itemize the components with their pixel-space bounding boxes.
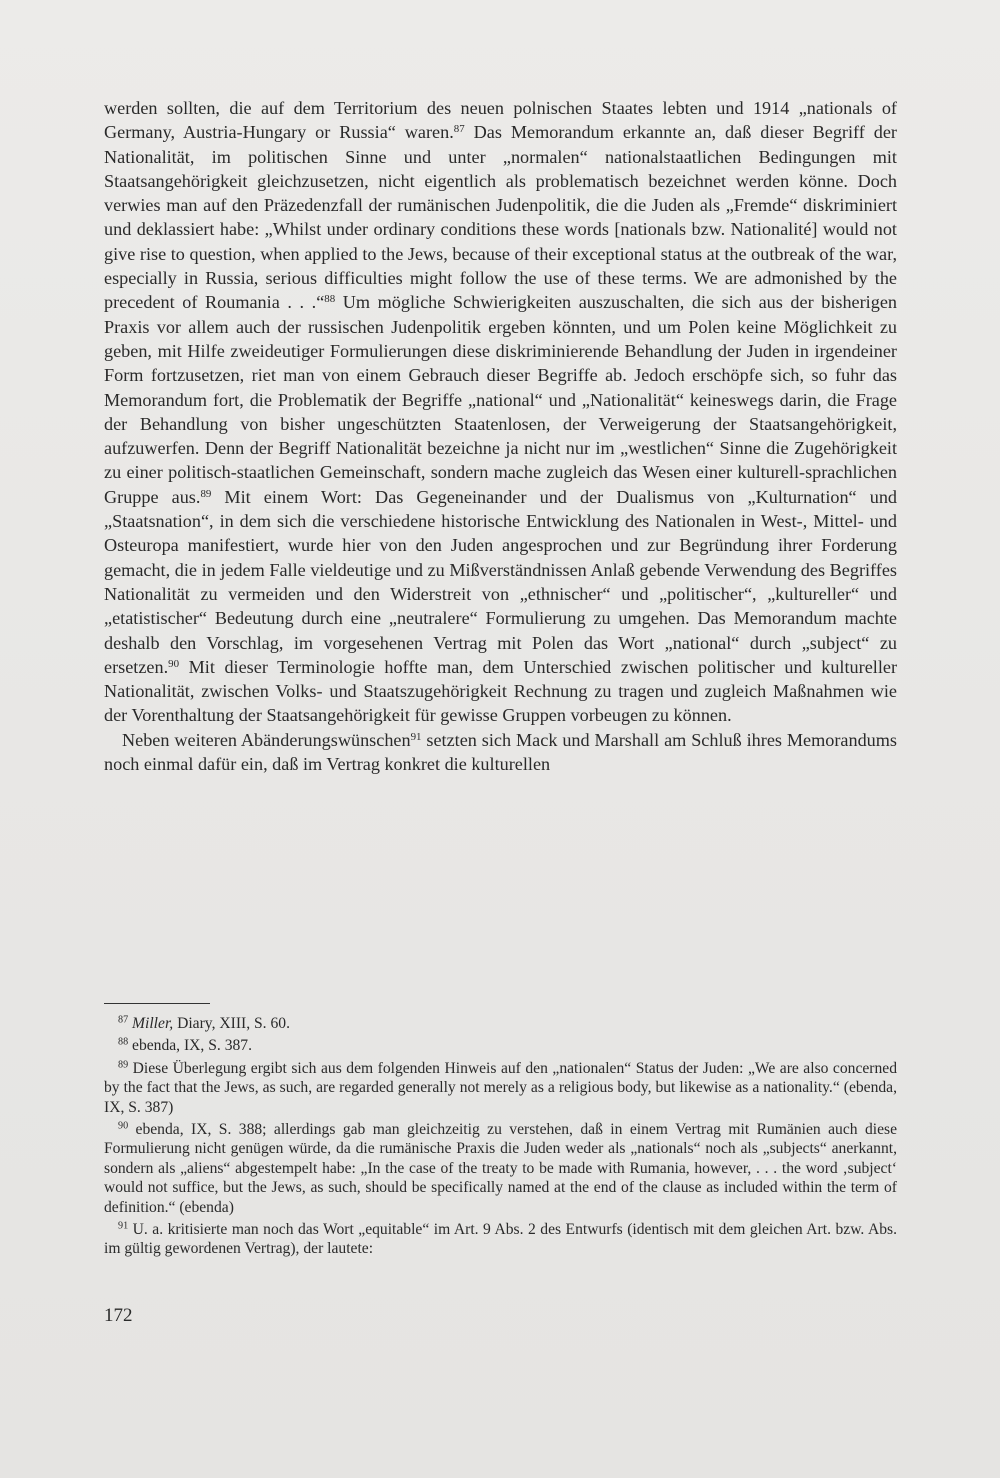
footnote-reference: 89 (200, 487, 212, 500)
text-run: Mit einem Wort: Das Gegeneinander und der Dualismus von „Kulturnation“ und „Staatsnation“, in dem sich die verschiedene historische Entwicklung des Nationalen in West-, Mittel- und Osteuropa manifestiert, wurde hier von den Juden angesprochen und zur Begründung ihrer Forderung gemacht, die in jedem Falle vieldeutige und zu Mißverständnissen Anlaß gebende Verwendung des Begriffes Nationalität zu vermeiden und den Widerstreit von „ethnischer“ und „politischer“, „kultureller“ und „etatistischer“ Bedeutung durch eine „neutralere“ Formulierung zu umgehen. Das Memorandum machte deshalb den Vorschlag, im vorgesehenen Vertrag mit Polen das Wort „national“ durch „subject“ zu ersetzen. (104, 486, 898, 677)
text-run: Diese Überlegung ergibt sich aus dem folgenden Hinweis auf den „nationalen“ Status der Juden: „We are also concerned by the fact that the Jews, as such, are regarded generally not merely as a religious body, but likewise as a nationality.“ (ebenda, IX, S. 387) (104, 1059, 897, 1116)
paragraph (104, 728, 897, 777)
text-run: Um mögliche Schwierigkeiten auszuschalten, die sich aus der bisherigen Praxis vor allem auch der russischen Judenpolitik ergeben könnten, und um Polen keine Möglichkeit zu geben, mit Hilfe zweideutiger Formulierungen diese diskriminierende Behandlung der Juden in irgendeiner Form fortzusetzen, riet man von einem Gebrauch dieser Begriffe ab. Jedoch erschöpfe sich, so fuhr das Memorandum fort, die Problematik der Begriffe „national“ und „Nationalität“ keineswegs darin, die Frage der Behandlung von bisher ungeschützten Staatenlosen, der Verweigerung der Staatsangehörigkeit, aufzuwerfen. Denn der Begriff Nationalität bezeichne ja nicht nur im „westlichen“ Sinne die Zugehörigkeit zu einer politisch-staatlichen Gemeinschaft, sondern mache zugleich das Wesen einer kulturell-sprachlichen Gruppe aus. (104, 292, 897, 507)
footnote-90 (104, 1120, 897, 1217)
footnote-number: 87 (118, 1014, 129, 1026)
footnote-separator (104, 1003, 210, 1004)
text-run: U. a. kritisierte man noch das Wort „equitable“ im Art. 9 Abs. 2 des Entwurfs (identisch mit dem gleichen Art. bzw. Abs. im gültig gewordenen Vertrag), der lautete: (104, 1221, 897, 1258)
footnote-number: 90 (118, 1120, 129, 1132)
footnote-88 (104, 1036, 897, 1055)
footnotes (104, 1014, 897, 1262)
text-run: Neben weiteren Abänderungswünschen (122, 729, 411, 750)
footnote-91 (104, 1220, 897, 1259)
footnote-number: 91 (118, 1220, 129, 1232)
text-run: Das Memorandum erkannte an, daß dieser Begriff der Nationalität, im politischen Sinne und unter „normalen“ nationalstaatlichen Bedingungen mit Staatsangehörigkeit gleichzusetzen, nicht eigentlich als problematisch bezeichnet werden könne. Doch verwies man auf den Präzedenzfall der rumänischen Judenpolitik, die die Juden als „Fremde“ diskriminiert und deklassiert habe: „Whilst under ordinary conditions these words [nationals bzw. Nationalité] would not give rise to question, when applied to the Jews, because of their exceptional status at the outbreak of the war, especially in Russia, serious difficulties might follow the use of these terms. We are admonished by the precedent of Roumania . . .“ (104, 122, 897, 313)
text-run: Mit dieser Terminologie hoffte man, dem Unterschied zwischen politischer und kultureller Nationalität, zwischen Volks- und Staatszugehörigkeit Rechnung zu tragen und zugleich Maßnahmen wie der Vorenthaltung der Staatsangehörigkeit für gewisse Gruppen vorbeugen zu können. (104, 656, 897, 726)
main-text (104, 96, 897, 776)
footnote-87 (104, 1014, 897, 1033)
text-run: ebenda, IX, S. 388; allerdings gab man gleichzeitig zu verstehen, daß in einem Vertrag mit Rumänien auch diese Formulierung nicht genügen würde, da die rumänische Praxis die Juden weder als „nationals“ noch als „subjects“ anerkannt, sondern als „aliens“ abgestempelt habe: „In the case of the treaty to be made with Rumania, however, . . . the word ‚subject‘ would not suffice, but the Jews, as such, should be specifically named at the end of the clause as included within the term of definition.“ (ebenda) (104, 1121, 897, 1216)
paragraph (104, 96, 897, 728)
text-run: ebenda, IX, S. 387. (132, 1037, 252, 1055)
page-number: 172 (104, 1305, 133, 1326)
footnote-number: 88 (118, 1036, 129, 1048)
text-run: werden sollten, die auf dem Territorium des neuen polnischen Staates lebten und 1914 „nationals of Germany, Austria-Hungary or Russia“ waren. (104, 98, 897, 143)
footnote-reference: 90 (168, 657, 180, 670)
author-name: Miller, (132, 1015, 174, 1032)
text-run: setzten sich Mack und Marshall am Schluß ihres Memorandums noch einmal dafür ein, daß im Vertrag konkret die kulturellen (104, 729, 897, 775)
footnote-number: 89 (118, 1059, 129, 1071)
footnote-89 (104, 1059, 897, 1117)
footnote-reference: 87 (453, 123, 465, 136)
footnote-reference: 91 (410, 730, 422, 743)
text-run: Diary, XIII, S. 60. (173, 1015, 290, 1032)
footnote-reference: 88 (324, 293, 336, 306)
